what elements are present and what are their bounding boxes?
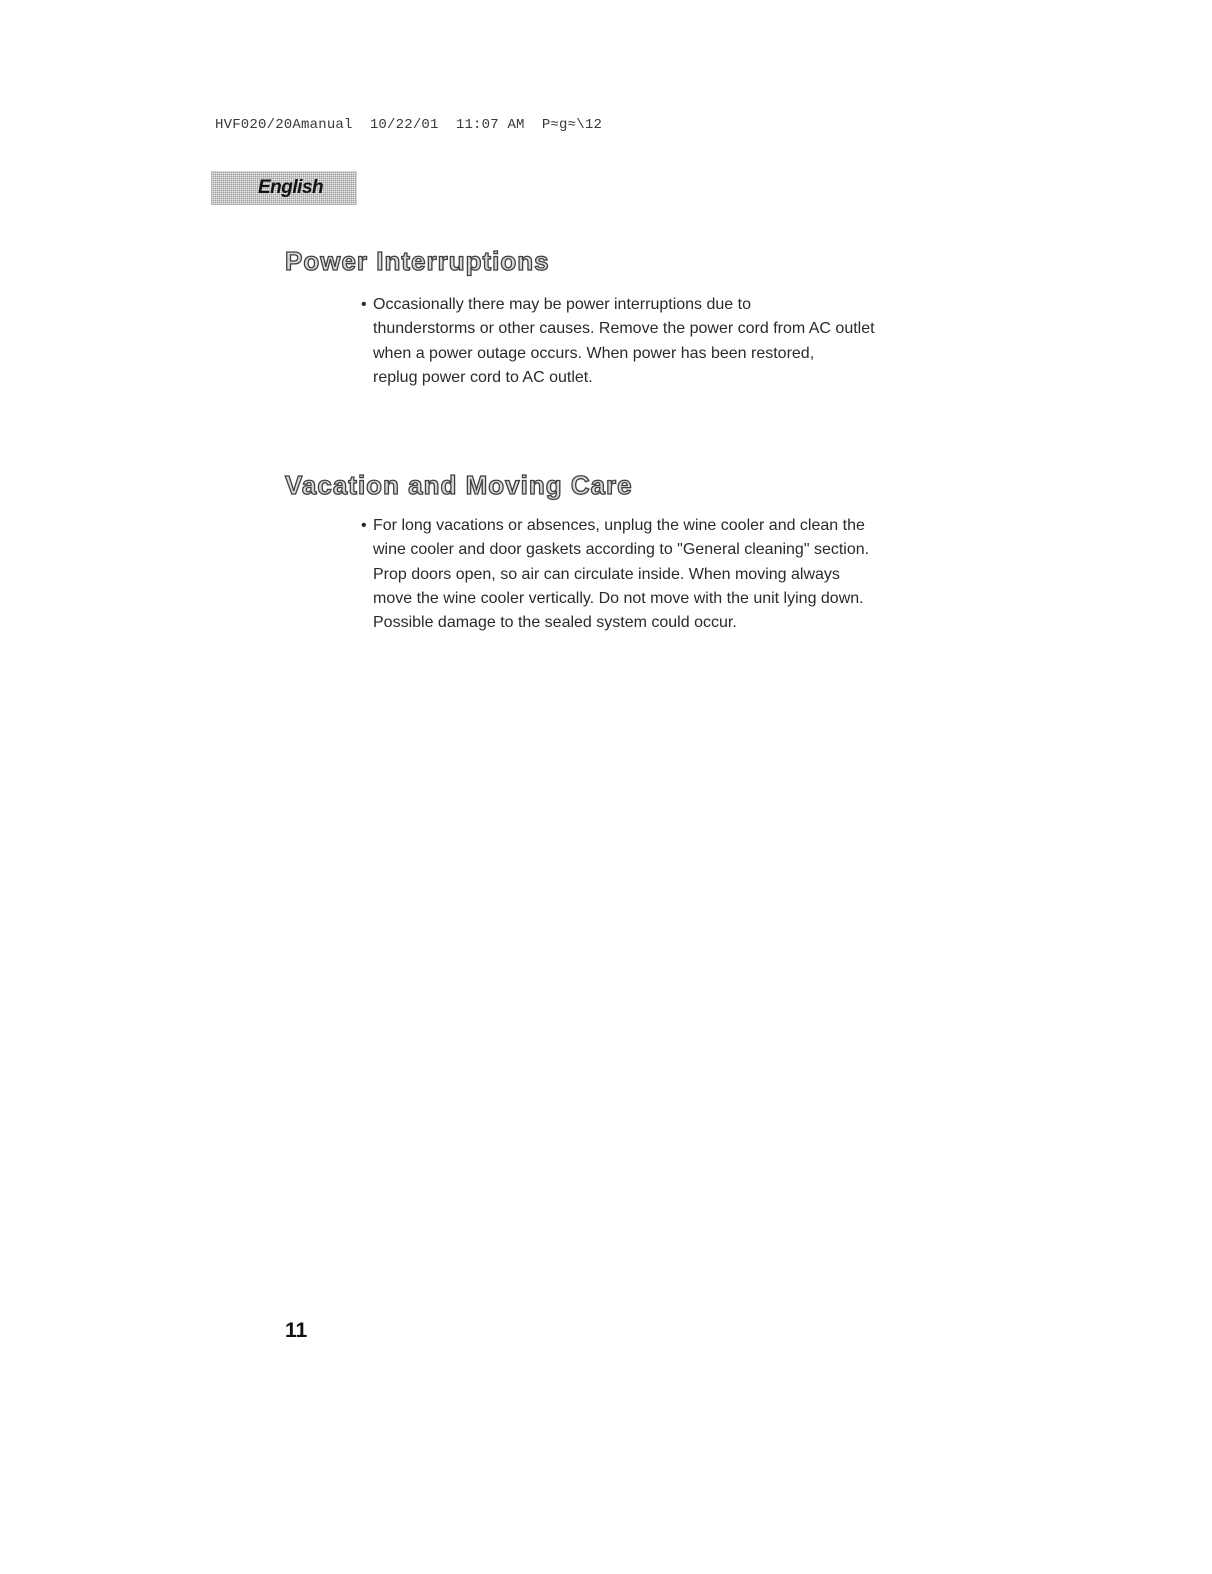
body-line: wine cooler and door gaskets according to "General cleaning" section.: [373, 541, 870, 559]
language-tab-label: English: [258, 177, 324, 198]
body-line: when a power outage occurs. When power has been restored,: [373, 344, 815, 362]
page-number: 11: [285, 1319, 308, 1342]
language-tab: [211, 171, 357, 205]
body-line: For long vacations or absences, unplug the wine cooler and clean the: [373, 517, 865, 534]
section-title-power-interruptions: Power Interruptions: [285, 246, 550, 276]
bullet-icon: •: [361, 296, 367, 313]
section-title-vacation-moving-care: Vacation and Moving Care: [285, 470, 633, 500]
body-line: replug power cord to AC outlet.: [373, 368, 593, 386]
body-line: Occasionally there may be power interruptions due to: [373, 296, 751, 313]
print-slug: HVF020/20Amanual 10/22/01 11:07 AM P≈g≈\12: [215, 117, 603, 133]
body-line: Possible damage to the sealed system could occur.: [373, 614, 737, 632]
bullet-icon: •: [361, 517, 367, 534]
section-body-vacation-moving-care: [361, 514, 931, 635]
body-line: thunderstorms or other causes. Remove the power cord from AC outlet: [373, 320, 875, 338]
body-line: Prop doors open, so air can circulate inside. When moving always: [373, 565, 840, 583]
body-line: move the wine cooler vertically. Do not move with the unit lying down.: [373, 589, 864, 607]
section-body-power-interruptions: [361, 293, 931, 390]
